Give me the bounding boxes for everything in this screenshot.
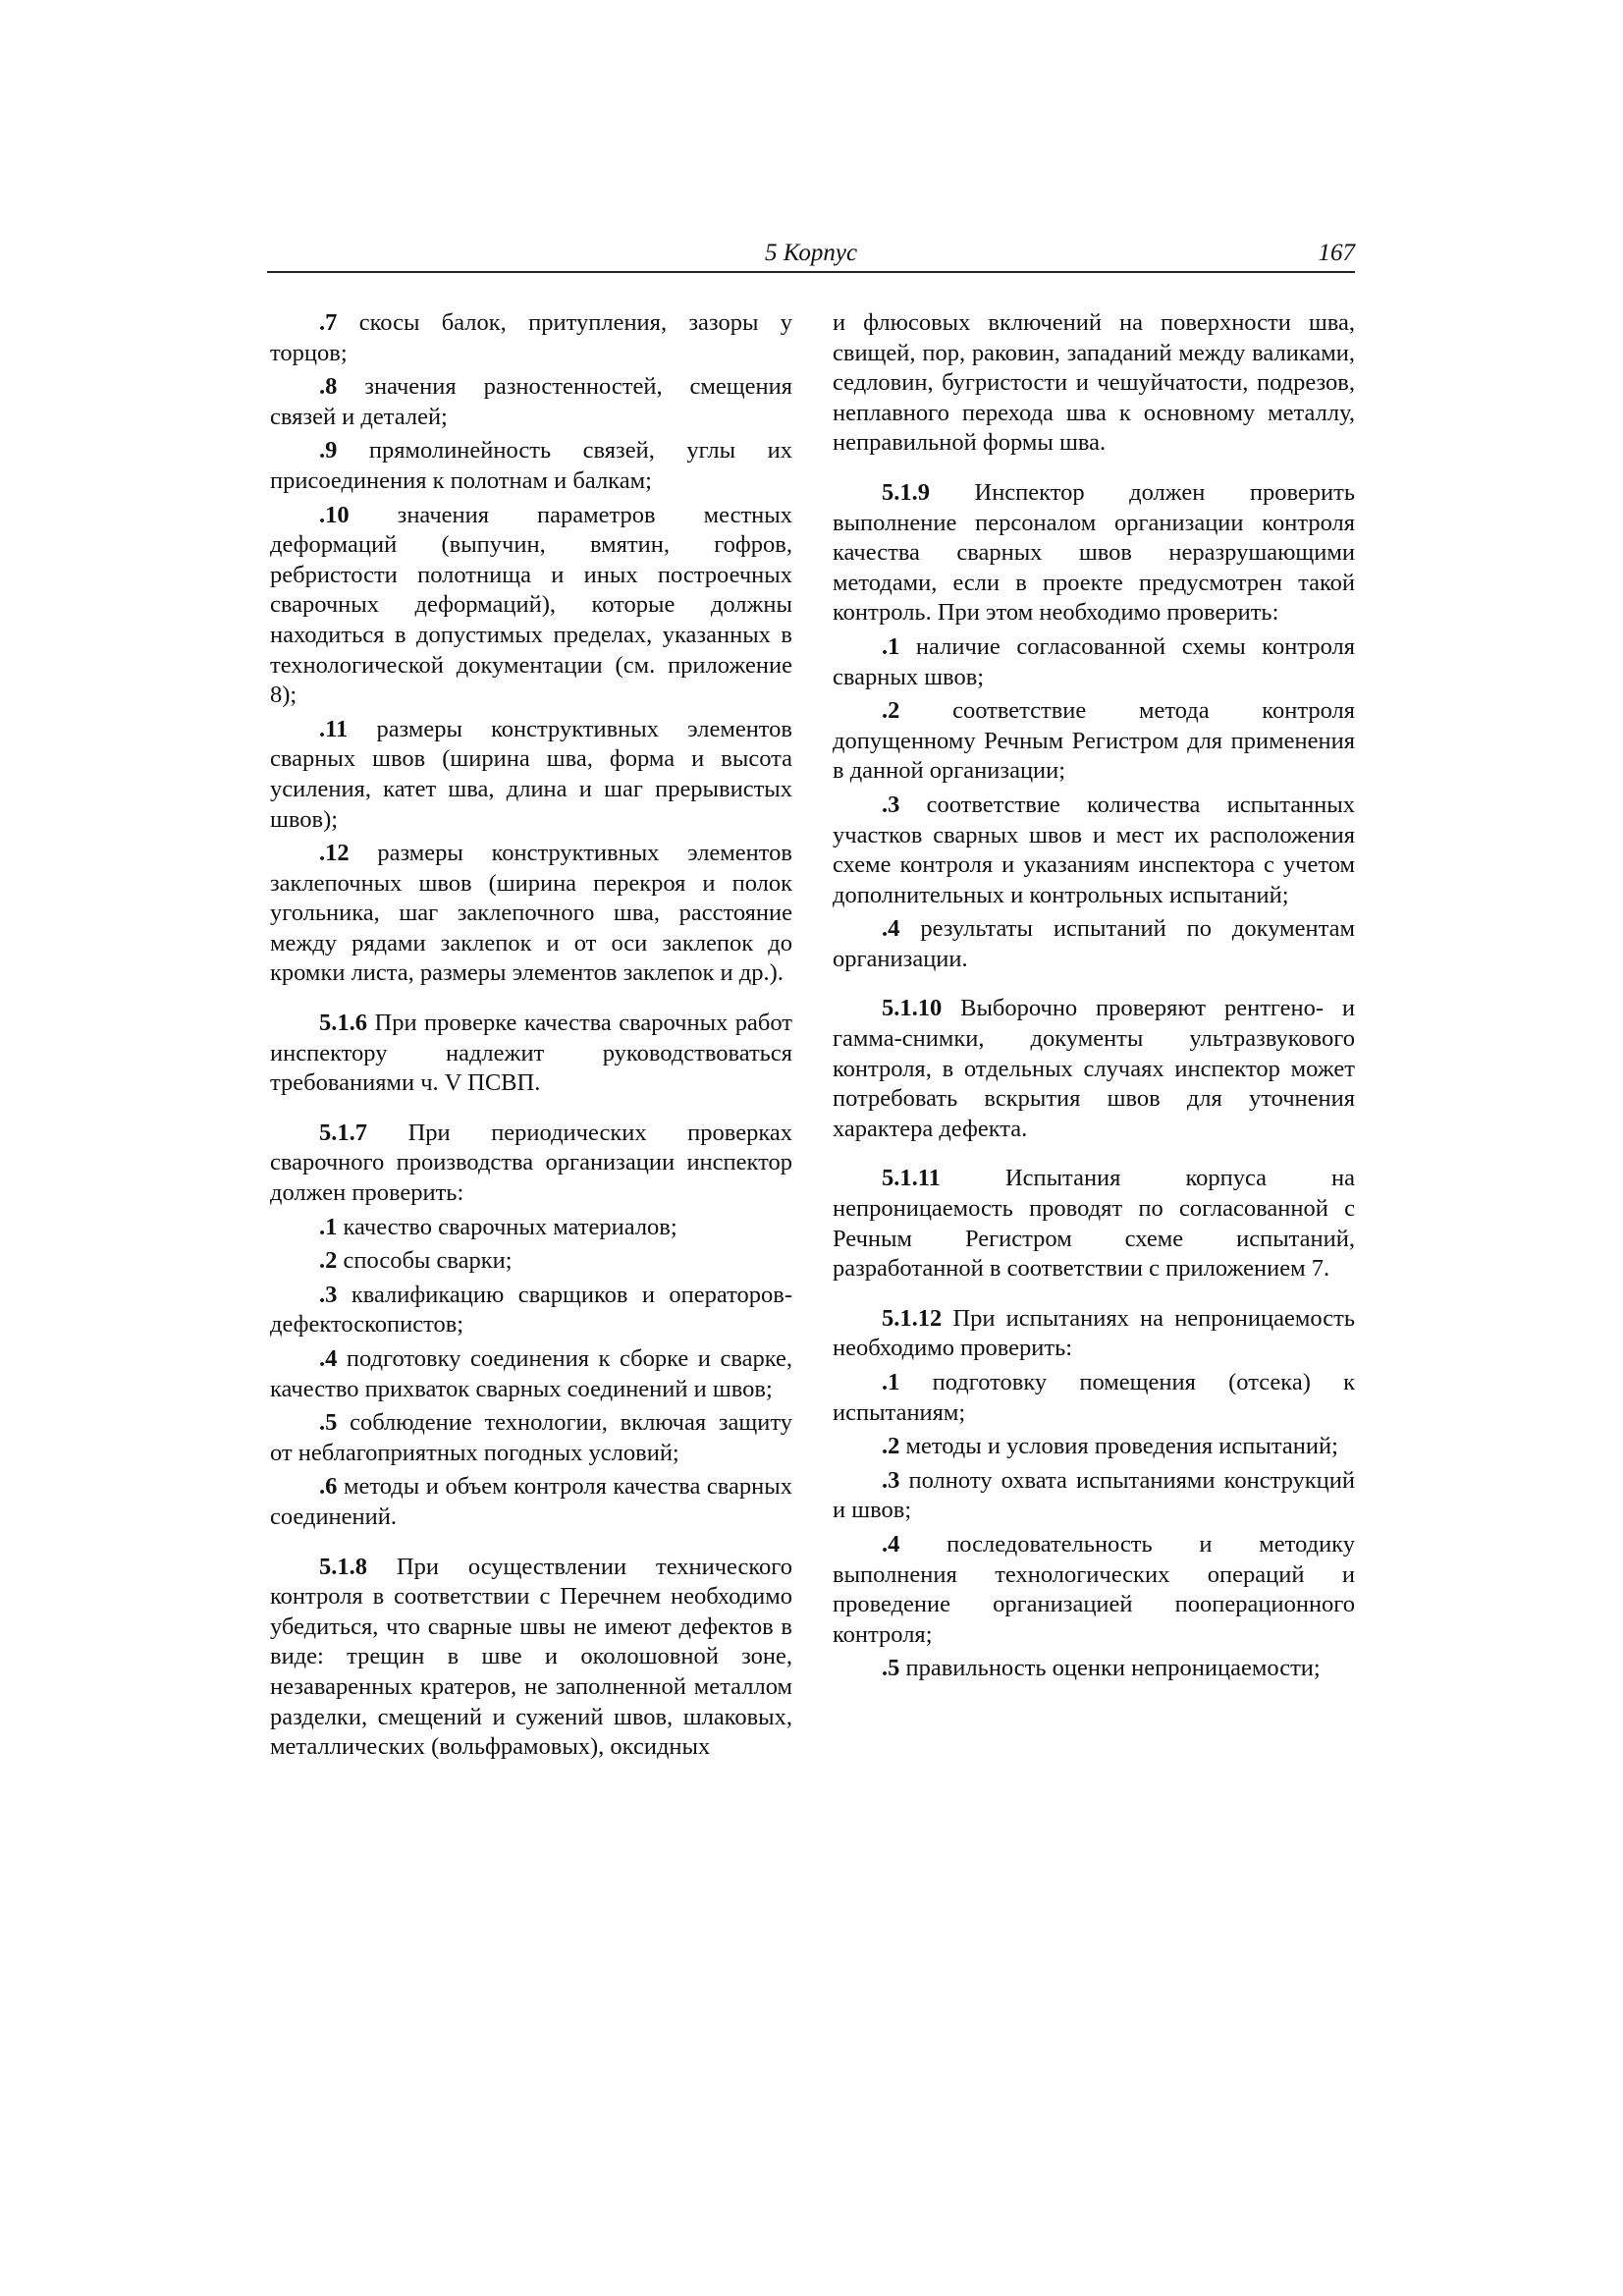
clause-5-1-7 xyxy=(270,1119,792,1209)
item-text: значения разностенностей, смещения связей и деталей; xyxy=(270,373,792,430)
item-text: качество сварочных материалов; xyxy=(343,1213,677,1240)
list-item xyxy=(833,696,1355,787)
item-text: последовательность и методику выполнения технологических операций и проведение организацией пооперационного контроля; xyxy=(833,1530,1355,1648)
item-number: .4 xyxy=(319,1345,338,1372)
item-text: соответствие количества испытанных участков сварных швов и мест их расположения схеме контроля и указаниям инспектора с учетом дополнительных и контрольных испытаний; xyxy=(833,791,1356,908)
running-title: 5 Корпус xyxy=(764,240,858,266)
clause-text: Выборочно проверяют рентгено- и гамма-снимки, документы ультразвукового контроля, в отдельных случаях инспектор может потребовать вскрытия швов для уточнения характера дефекта. xyxy=(833,995,1356,1142)
clause-number: 5.1.7 xyxy=(319,1119,367,1146)
clause-number: 5.1.11 xyxy=(882,1165,941,1192)
list-item xyxy=(270,308,792,368)
list-item xyxy=(833,1530,1355,1650)
item-text: скосы балок, притупления, зазоры у торцов; xyxy=(270,309,792,366)
clause-5-1-6 xyxy=(270,1009,792,1099)
list-item xyxy=(270,839,792,989)
list-item xyxy=(270,1213,792,1243)
item-number: .4 xyxy=(882,1530,900,1558)
clause-5-1-9 xyxy=(833,478,1355,629)
list-item xyxy=(833,1654,1355,1684)
item-number: .2 xyxy=(882,1433,900,1460)
clause-text: При осуществлении технического контроля в соответствии с Перечнем необходимо убедиться, что сварные швы не имеют дефектов в виде: трещин в шве и околошовной зоне, незаваренных кратеров, не заполненной металлом разделки, смещений и сужений швов, шлаковых, металлических (вольфрамовых), оксидных xyxy=(270,1553,792,1761)
item-text: результаты испытаний по документам организации. xyxy=(833,915,1355,972)
clause-number: 5.1.10 xyxy=(882,995,943,1022)
list-item xyxy=(833,791,1355,910)
clause-number: 5.1.6 xyxy=(319,1010,367,1037)
item-text: размеры конструктивных элементов заклепочных швов (ширина перекроя и полок угольника, шаг заклепочного шва, расстояние между рядами заклепок и от оси заклепок до кромки листа, размеры элементов заклепок и др.). xyxy=(270,840,792,987)
item-number: .12 xyxy=(319,840,350,867)
page-header xyxy=(267,240,1355,273)
list-item xyxy=(270,1408,792,1468)
item-number: .5 xyxy=(882,1655,900,1682)
item-text: подготовку соединения к сборке и сварке, качество прихваток сварных соединений и швов; xyxy=(270,1345,792,1402)
list-item xyxy=(270,372,792,432)
item-text: наличие согласованной схемы контроля сварных швов; xyxy=(833,632,1355,690)
item-number: .3 xyxy=(319,1281,338,1308)
item-number: .9 xyxy=(319,437,338,465)
item-text: методы и объем контроля качества сварных соединений. xyxy=(270,1473,792,1530)
item-number: .1 xyxy=(882,632,900,660)
item-number: .10 xyxy=(319,501,350,528)
clause-5-1-12 xyxy=(833,1304,1355,1364)
clause-text: Испытания корпуса на непроницаемость проводят по согласованной с Речным Регистром схеме испытаний, разработанной в соответствии с приложением 7. xyxy=(833,1165,1355,1283)
item-text: соответствие метода контроля допущенному Речным Регистром для применения в данной организации; xyxy=(833,697,1356,785)
item-number: .4 xyxy=(882,915,900,943)
item-text: правильность оценки непроницаемости; xyxy=(905,1655,1321,1682)
list-item xyxy=(833,1466,1355,1526)
item-text: подготовку помещения (отсека) к испытаниям; xyxy=(833,1369,1356,1426)
list-item xyxy=(270,501,792,711)
item-number: .1 xyxy=(882,1369,900,1395)
list-item xyxy=(270,1472,792,1532)
item-text: полноту охвата испытаниями конструкций и швов; xyxy=(833,1466,1355,1524)
list-item xyxy=(270,1246,792,1277)
item-number: .5 xyxy=(319,1409,338,1437)
list-item xyxy=(833,1432,1355,1462)
clause-5-1-10 xyxy=(833,994,1355,1144)
item-number: .8 xyxy=(319,373,338,401)
item-text: методы и условия проведения испытаний; xyxy=(905,1433,1338,1460)
item-number: .2 xyxy=(882,697,900,725)
item-number: .7 xyxy=(319,309,338,336)
list-item xyxy=(270,715,792,835)
list-item xyxy=(833,632,1355,692)
list-item xyxy=(270,1281,792,1340)
right-column xyxy=(833,308,1355,1688)
list-item xyxy=(270,1344,792,1404)
item-number: .3 xyxy=(882,791,900,818)
clause-number: 5.1.12 xyxy=(882,1304,943,1332)
item-text: соблюдение технологии, включая защиту от неблагоприятных погодных условий; xyxy=(270,1409,792,1466)
clause-number: 5.1.8 xyxy=(319,1553,367,1580)
clause-text: При проверке качества сварочных работ инспектору надлежит руководствоваться требованиями ч. V ПСВП. xyxy=(270,1010,793,1097)
clause-text: При испытаниях на непроницаемость необходимо проверить: xyxy=(833,1304,1355,1362)
clause-5-1-8 xyxy=(270,1553,792,1763)
clause-text: Инспектор должен проверить выполнение персоналом организации контроля качества сварных швов неразрушающими методами, если в проекте предусмотрен такой контроль. При этом необходимо проверить: xyxy=(833,478,1355,627)
clause-number: 5.1.9 xyxy=(882,478,930,506)
item-text: размеры конструктивных элементов сварных швов (ширина шва, форма и высота усиления, катет шва, длина и шаг прерывистых швов); xyxy=(270,715,793,833)
item-text: значения параметров местных деформаций (выпучин, вмятин, гофров, ребристости полотнища и иных построечных сварочных деформаций), которые должны находиться в допустимых пределах, указанных в технологической документации (см. приложение 8); xyxy=(270,501,792,709)
item-number: .3 xyxy=(882,1466,900,1494)
item-number: .2 xyxy=(319,1247,338,1275)
item-number: .11 xyxy=(319,715,349,742)
item-text: способы сварки; xyxy=(343,1247,513,1275)
item-text: квалификацию сварщиков и операторов-дефектоскопистов; xyxy=(270,1281,793,1339)
continued-paragraph xyxy=(833,308,1355,459)
list-item xyxy=(270,436,792,496)
left-column xyxy=(270,308,792,1767)
item-number: .6 xyxy=(319,1473,338,1501)
item-number: .1 xyxy=(319,1213,338,1240)
list-item xyxy=(833,914,1355,974)
item-text: прямолинейность связей, углы их присоединения к полотнам и балкам; xyxy=(270,437,792,494)
list-item xyxy=(833,1368,1355,1428)
page-number: 167 xyxy=(1318,240,1355,266)
clause-5-1-11 xyxy=(833,1164,1355,1284)
clause-text: При периодических проверках сварочного производства организации инспектор должен проверить: xyxy=(270,1119,792,1207)
paragraph-text: и флюсовых включений на поверхности шва, свищей, пор, раковин, западаний между валиками, седловин, бугристости и чешуйчатости, подрезов, неплавного перехода шва к основному металлу, неправильной формы шва. xyxy=(833,309,1355,457)
